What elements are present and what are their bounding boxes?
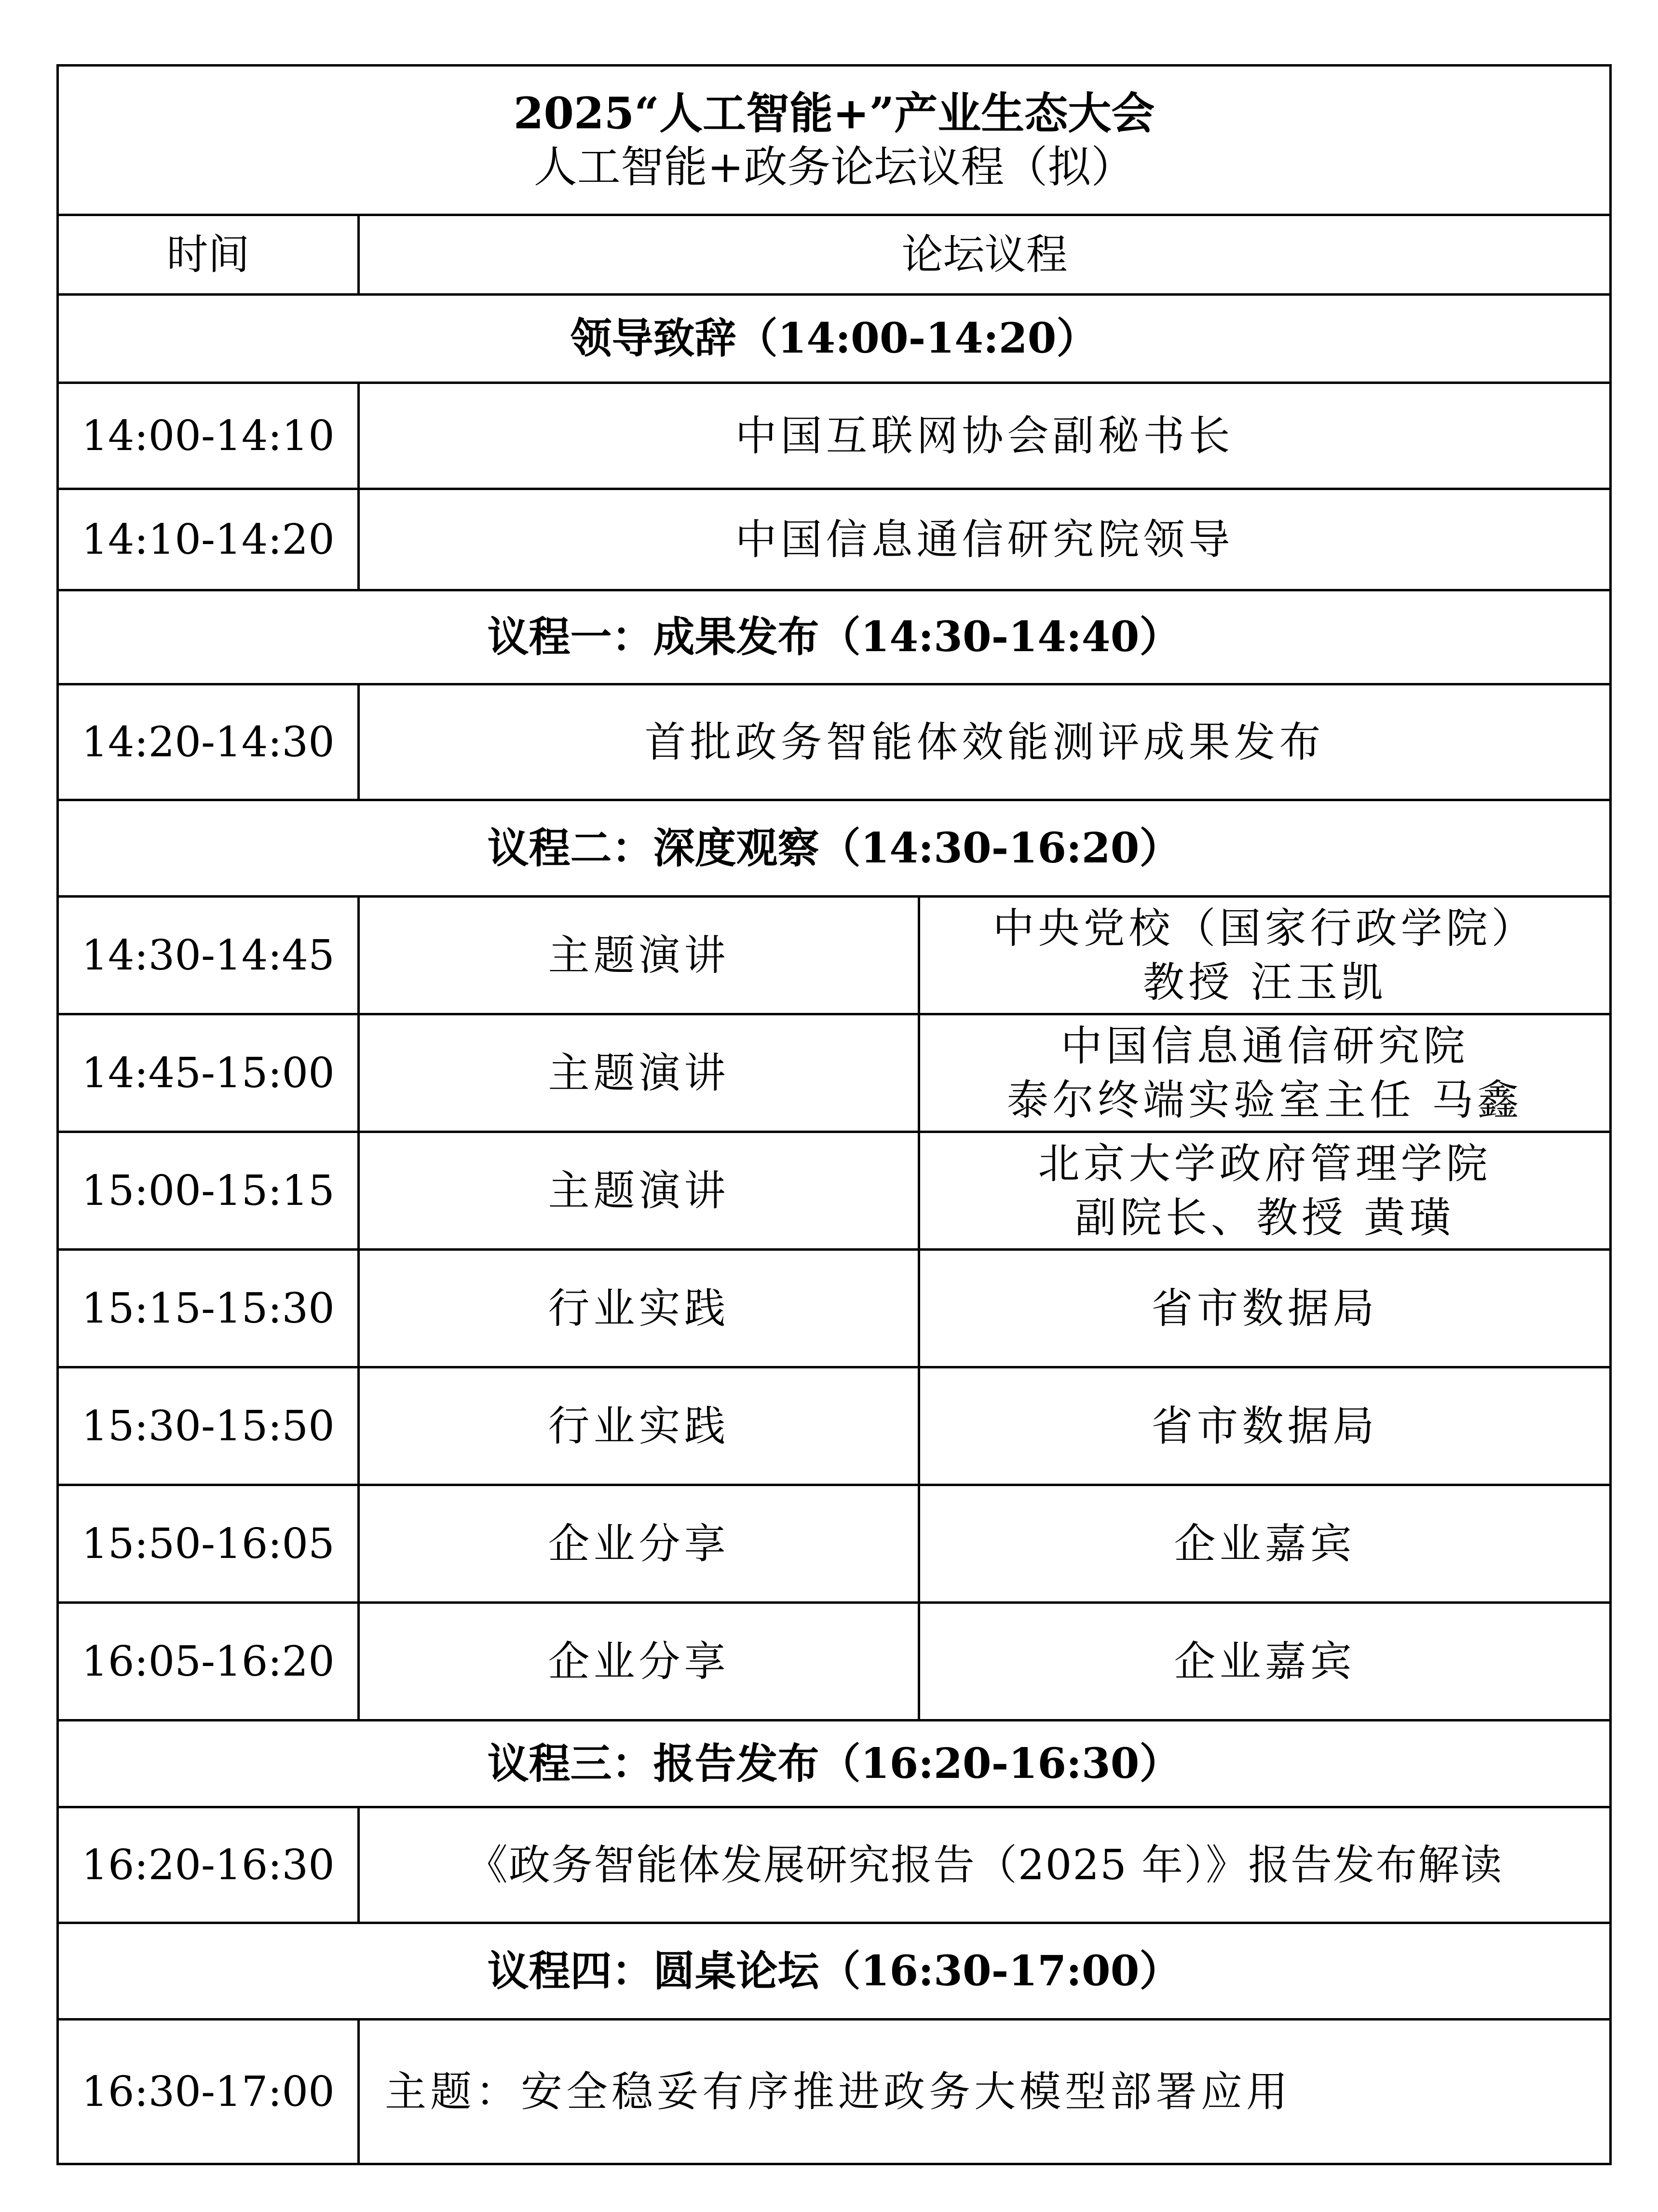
table-row bbox=[58, 1014, 1611, 1132]
section-heading-row bbox=[58, 1923, 1611, 2020]
section-heading: 议程二：深度观察（14:30-16:20） bbox=[58, 800, 1611, 897]
speaker-org: 中国信息通信研究院 bbox=[1060, 1022, 1469, 1070]
time-cell: 16:05-16:20 bbox=[58, 1603, 359, 1720]
speaker-cell: 企业嘉宾 bbox=[919, 1603, 1611, 1720]
conference-title: 2025“人工智能+”产业生态大会 bbox=[513, 87, 1155, 139]
forum-title: 人工智能+政务论坛议程（拟） bbox=[533, 141, 1135, 192]
speaker-cell: 省市数据局 bbox=[919, 1367, 1611, 1485]
title-cell bbox=[58, 66, 1611, 215]
content-cell: 主题：安全稳妥有序推进政务大模型部署应用 bbox=[359, 2020, 1611, 2164]
speaker-name: 泰尔终端实验室主任 马鑫 bbox=[1006, 1076, 1523, 1124]
speaker-cell: 省市数据局 bbox=[919, 1250, 1611, 1367]
time-cell: 16:20-16:30 bbox=[58, 1807, 359, 1923]
time-cell: 14:00-14:10 bbox=[58, 383, 359, 489]
time-column-header: 时间 bbox=[58, 215, 359, 295]
speaker-cell: 企业嘉宾 bbox=[919, 1485, 1611, 1603]
speaker-org: 中央党校（国家行政学院） bbox=[992, 904, 1537, 953]
agenda-table bbox=[56, 64, 1612, 2165]
time-cell: 14:20-14:30 bbox=[58, 684, 359, 800]
session-type-cell: 主题演讲 bbox=[359, 1014, 919, 1132]
table-row bbox=[58, 1367, 1611, 1485]
table-row bbox=[58, 1132, 1611, 1250]
table-row bbox=[58, 897, 1611, 1014]
section-heading: 议程四：圆桌论坛（16:30-17:00） bbox=[58, 1923, 1611, 2020]
time-cell: 16:30-17:00 bbox=[58, 2020, 359, 2164]
session-type-cell: 主题演讲 bbox=[359, 1132, 919, 1250]
table-row bbox=[58, 489, 1611, 590]
session-type-cell: 企业分享 bbox=[359, 1485, 919, 1603]
section-heading: 议程三：报告发布（16:20-16:30） bbox=[58, 1720, 1611, 1807]
time-cell: 15:50-16:05 bbox=[58, 1485, 359, 1603]
speaker-cell bbox=[919, 1132, 1611, 1250]
time-cell: 15:15-15:30 bbox=[58, 1250, 359, 1367]
section-heading-row bbox=[58, 590, 1611, 684]
session-type-cell: 行业实践 bbox=[359, 1367, 919, 1485]
speaker-name: 教授 汪玉凯 bbox=[1142, 958, 1387, 1007]
time-cell: 15:00-15:15 bbox=[58, 1132, 359, 1250]
time-cell: 14:10-14:20 bbox=[58, 489, 359, 590]
table-row bbox=[58, 1603, 1611, 1720]
content-cell: 中国信息通信研究院领导 bbox=[359, 489, 1611, 590]
table-row bbox=[58, 1807, 1611, 1923]
table-row bbox=[58, 2020, 1611, 2164]
table-row bbox=[58, 1485, 1611, 1603]
column-header-row bbox=[58, 215, 1611, 295]
content-cell: 《政务智能体发展研究报告（2025 年）》报告发布解读 bbox=[359, 1807, 1611, 1923]
section-heading-row bbox=[58, 295, 1611, 383]
table-row bbox=[58, 1250, 1611, 1367]
section-heading: 议程一：成果发布（14:30-14:40） bbox=[58, 590, 1611, 684]
speaker-name: 副院长、教授 黄璜 bbox=[1074, 1193, 1455, 1242]
table-row bbox=[58, 684, 1611, 800]
session-type-cell: 企业分享 bbox=[359, 1603, 919, 1720]
speaker-org: 北京大学政府管理学院 bbox=[1038, 1139, 1492, 1188]
section-heading-row bbox=[58, 800, 1611, 897]
speaker-cell bbox=[919, 1014, 1611, 1132]
section-heading-row bbox=[58, 1720, 1611, 1807]
session-type-cell: 行业实践 bbox=[359, 1250, 919, 1367]
table-row bbox=[58, 383, 1611, 489]
title-row bbox=[58, 66, 1611, 215]
agenda-column-header: 论坛议程 bbox=[359, 215, 1611, 295]
content-cell: 中国互联网协会副秘书长 bbox=[359, 383, 1611, 489]
time-cell: 15:30-15:50 bbox=[58, 1367, 359, 1485]
speaker-cell bbox=[919, 897, 1611, 1014]
content-cell: 首批政务智能体效能测评成果发布 bbox=[359, 684, 1611, 800]
time-cell: 14:30-14:45 bbox=[58, 897, 359, 1014]
section-heading: 领导致辞（14:00-14:20） bbox=[58, 295, 1611, 383]
time-cell: 14:45-15:00 bbox=[58, 1014, 359, 1132]
session-type-cell: 主题演讲 bbox=[359, 897, 919, 1014]
